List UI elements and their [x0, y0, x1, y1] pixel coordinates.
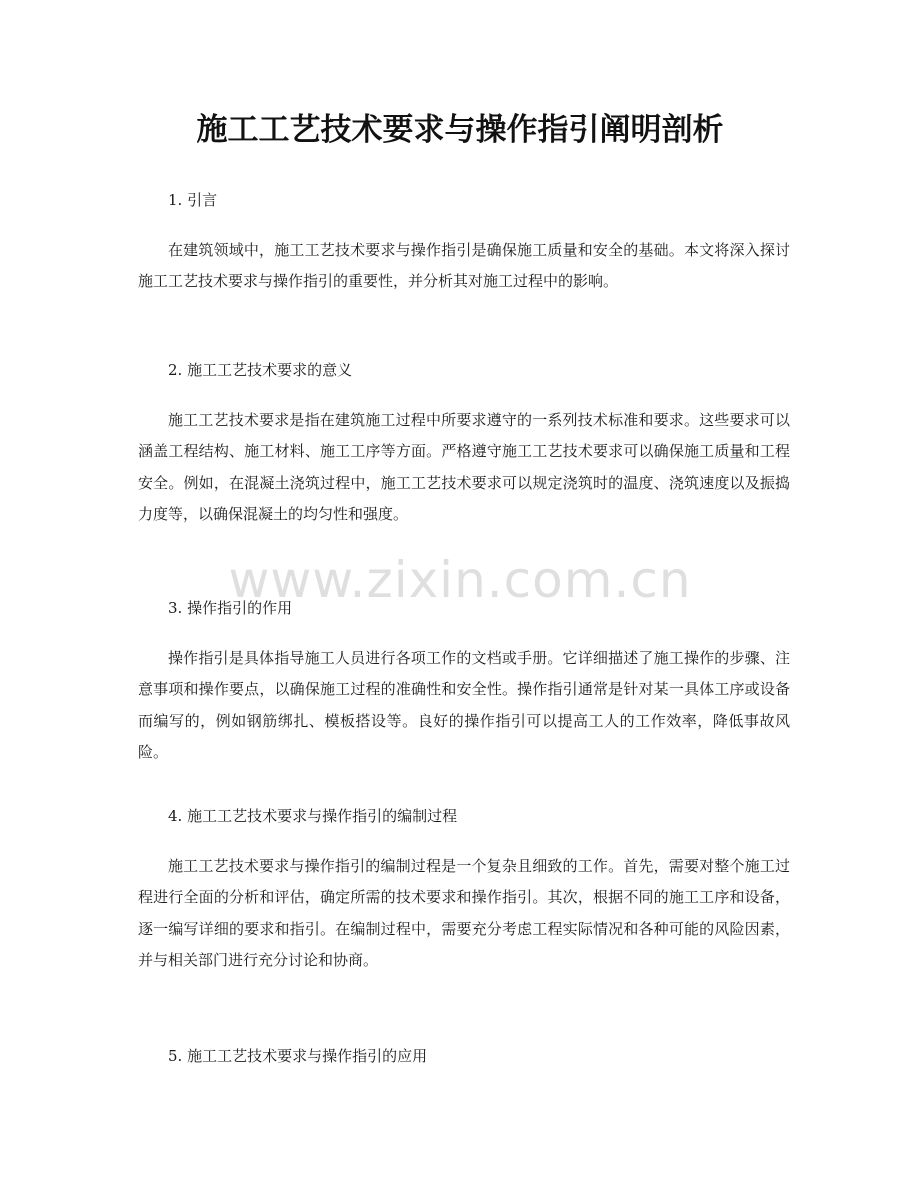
section-paragraph-requirements-meaning: 施工工艺技术要求是指在建筑施工过程中所要求遵守的一系列技术标准和要求。这些要求可以涵盖工程结构、施工材料、施工工序等方面。严格遵守施工工艺技术要求可以确保施工质量和工程安全。例如，在混凝土浇筑过程中，施工工艺技术要求可以规定浇筑时的温度、浇筑速度以及振捣力度等，以确保混凝土的均匀性和强度。	[138, 411, 790, 524]
section-heading-requirements-meaning: 2. 施工工艺技术要求的意义	[168, 361, 353, 379]
document-title: 施工工艺技术要求与操作指引阐明剖析	[196, 112, 724, 148]
section-heading-application: 5. 施工工艺技术要求与操作指引的应用	[168, 1047, 428, 1065]
section-paragraph-compilation-process: 施工工艺技术要求与操作指引的编制过程是一个复杂且细致的工作。首先，需要对整个施工过程进行全面的分析和评估，确定所需的技术要求和操作指引。其次，根据不同的施工工序和设备，逐一编写详细的要求和指引。在编制过程中，需要充分考虑工程实际情况和各种可能的风险因素，并与相关部门进行充分讨论和协商。	[138, 857, 790, 970]
section-paragraph-introduction: 在建筑领域中，施工工艺技术要求与操作指引是确保施工质量和安全的基础。本文将深入探讨施工工艺技术要求与操作指引的重要性，并分析其对施工过程中的影响。	[138, 241, 790, 291]
watermark: www.zixin.com.cn	[228, 551, 692, 609]
section-heading-guideline-role: 3. 操作指引的作用	[168, 599, 293, 617]
section-heading-introduction: 1. 引言	[168, 191, 218, 209]
section-heading-compilation-process: 4. 施工工艺技术要求与操作指引的编制过程	[168, 807, 458, 825]
section-paragraph-guideline-role: 操作指引是具体指导施工人员进行各项工作的文档或手册。它详细描述了施工操作的步骤、注意事项和操作要点，以确保施工过程的准确性和安全性。操作指引通常是针对某一具体工序或设备而编写的，例如钢筋绑扎、模板搭设等。良好的操作指引可以提高工人的工作效率，降低事故风险。	[138, 649, 790, 762]
